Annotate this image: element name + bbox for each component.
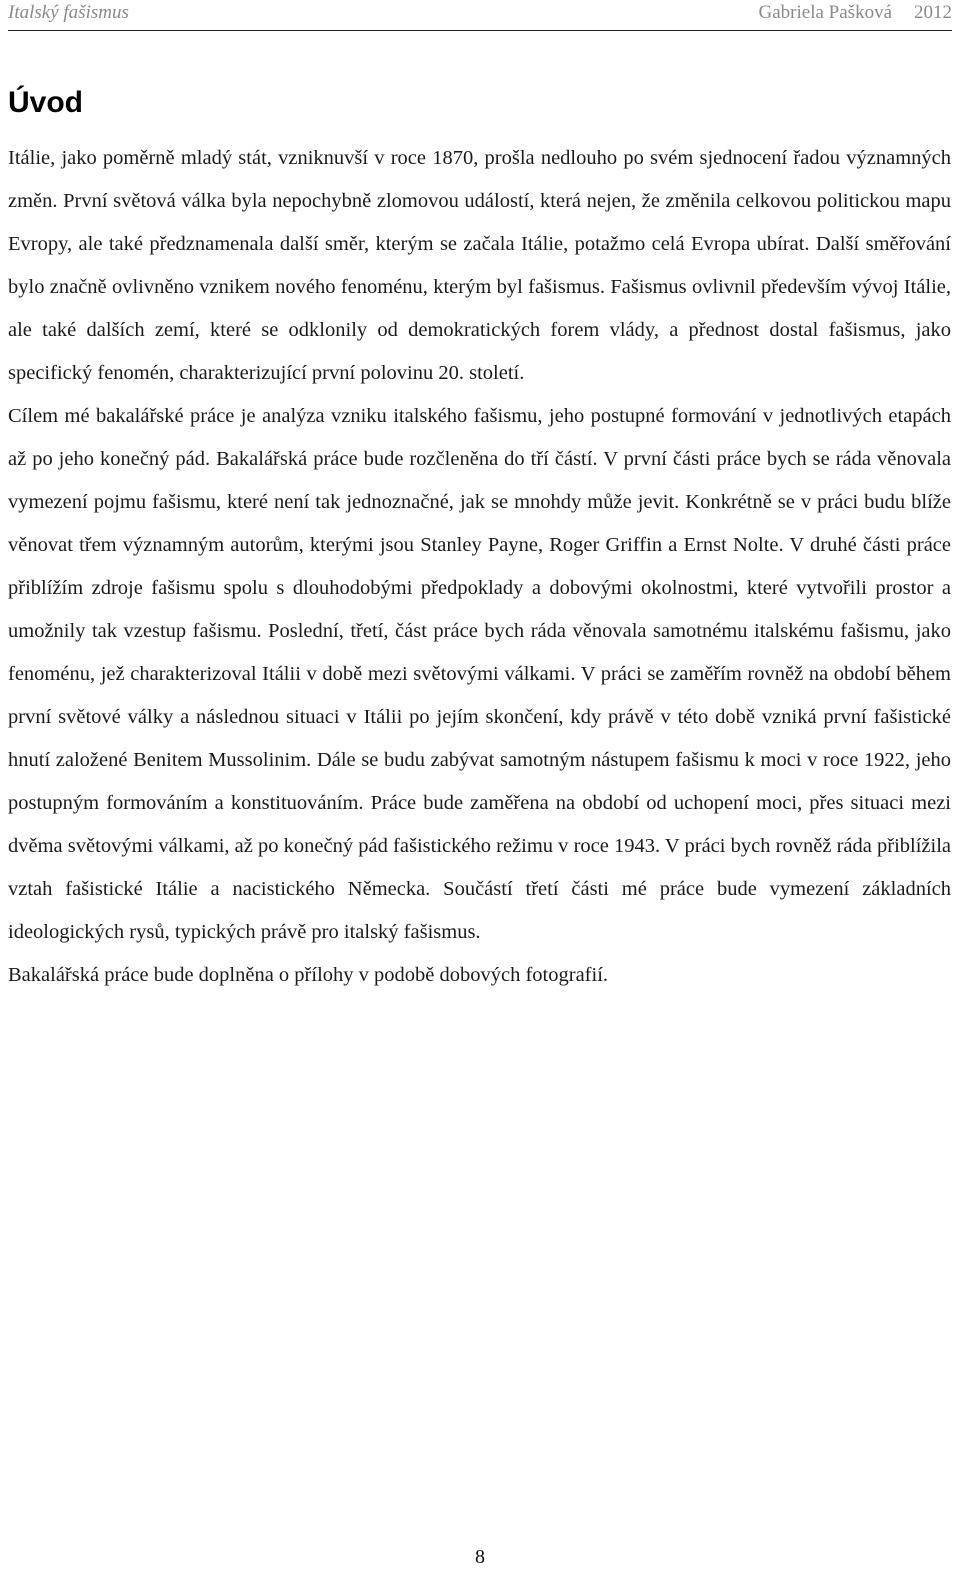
paragraph-2: Cílem mé bakalářské práce je analýza vzniku italského fašismu, jeho postupné formování v jednotlivých etapách až po jeho konečný pád. Bakalářská práce bude rozčleněna do tří částí. V první části práce bych se ráda věnovala vymezení pojmu fašismu, které není tak jednoznačné, jak se mnohdy může jevit. Konkrétně se v práci budu blíže věnovat třem významným autorům, kterými jsou Stanley Payne, Roger Griffin a Ernst Nolte. V druhé části práce přiblížím zdroje fašismu spolu s dlouhodobými předpoklady a dobovými okolnostmi, které vytvořili prostor a umožnily tak vzestup fašismu. Poslední, třetí, část práce bych ráda věnovala samotnému italskému fašismu, jako fenoménu, jež charakterizoval Itálii v době mezi světovými válkami. V práci se zaměřím rovněž na období během první světové války a následnou situaci v Itálii po jejím skončení, kdy právě v této době vzniká první fašistické hnutí založené Benitem Mussolinim. Dále se budu zabývat samotným nástupem fašismu k moci v roce 1922, jeho postupným formováním a konstituováním. Práce bude zaměřena na období od uchopení moci, přes situaci mezi dvěma světovými válkami, až po konečný pád fašistického režimu v roce 1943. V práci bych rovněž ráda přiblížila vztah fašistické Itálie a nacistického Německa. Součástí třetí části mé práce bude vymezení základních ideologických rysů, typických právě pro italský fašismus. [8, 405, 951, 943]
body-text [8, 137, 951, 997]
paragraph-1: Itálie, jako poměrně mladý stát, vzniknuvší v roce 1870, prošla nedlouho po svém sjednocení řadou významných změn. První světová válka byla nepochybně zlomovou událostí, která nejen, že změnila celkovou politickou mapu Evropy, ale také předznamenala další směr, kterým se začala Itálie, potažmo celá Evropa ubírat. Další směřování bylo značně ovlivněno vznikem nového fenoménu, kterým byl fašismus. Fašismus ovlivnil především vývoj Itálie, ale také dalších zemí, které se odklonily od demokratických forem vlády, a přednost dostal fašismus, jako specifický fenomén, charakterizující první polovinu 20. století. [8, 147, 951, 384]
header-year: 2012 [914, 2, 952, 23]
paragraph-3: Bakalářská práce bude doplněna o přílohy v podobě dobových fotografií. [8, 964, 609, 986]
header-author: Gabriela Pašková [758, 2, 892, 23]
header-title: Italský fašismus [8, 2, 129, 23]
page-header [8, 0, 952, 31]
section-title: Úvod [8, 86, 83, 119]
page-number: 8 [475, 1546, 485, 1568]
header-meta [759, 2, 952, 24]
